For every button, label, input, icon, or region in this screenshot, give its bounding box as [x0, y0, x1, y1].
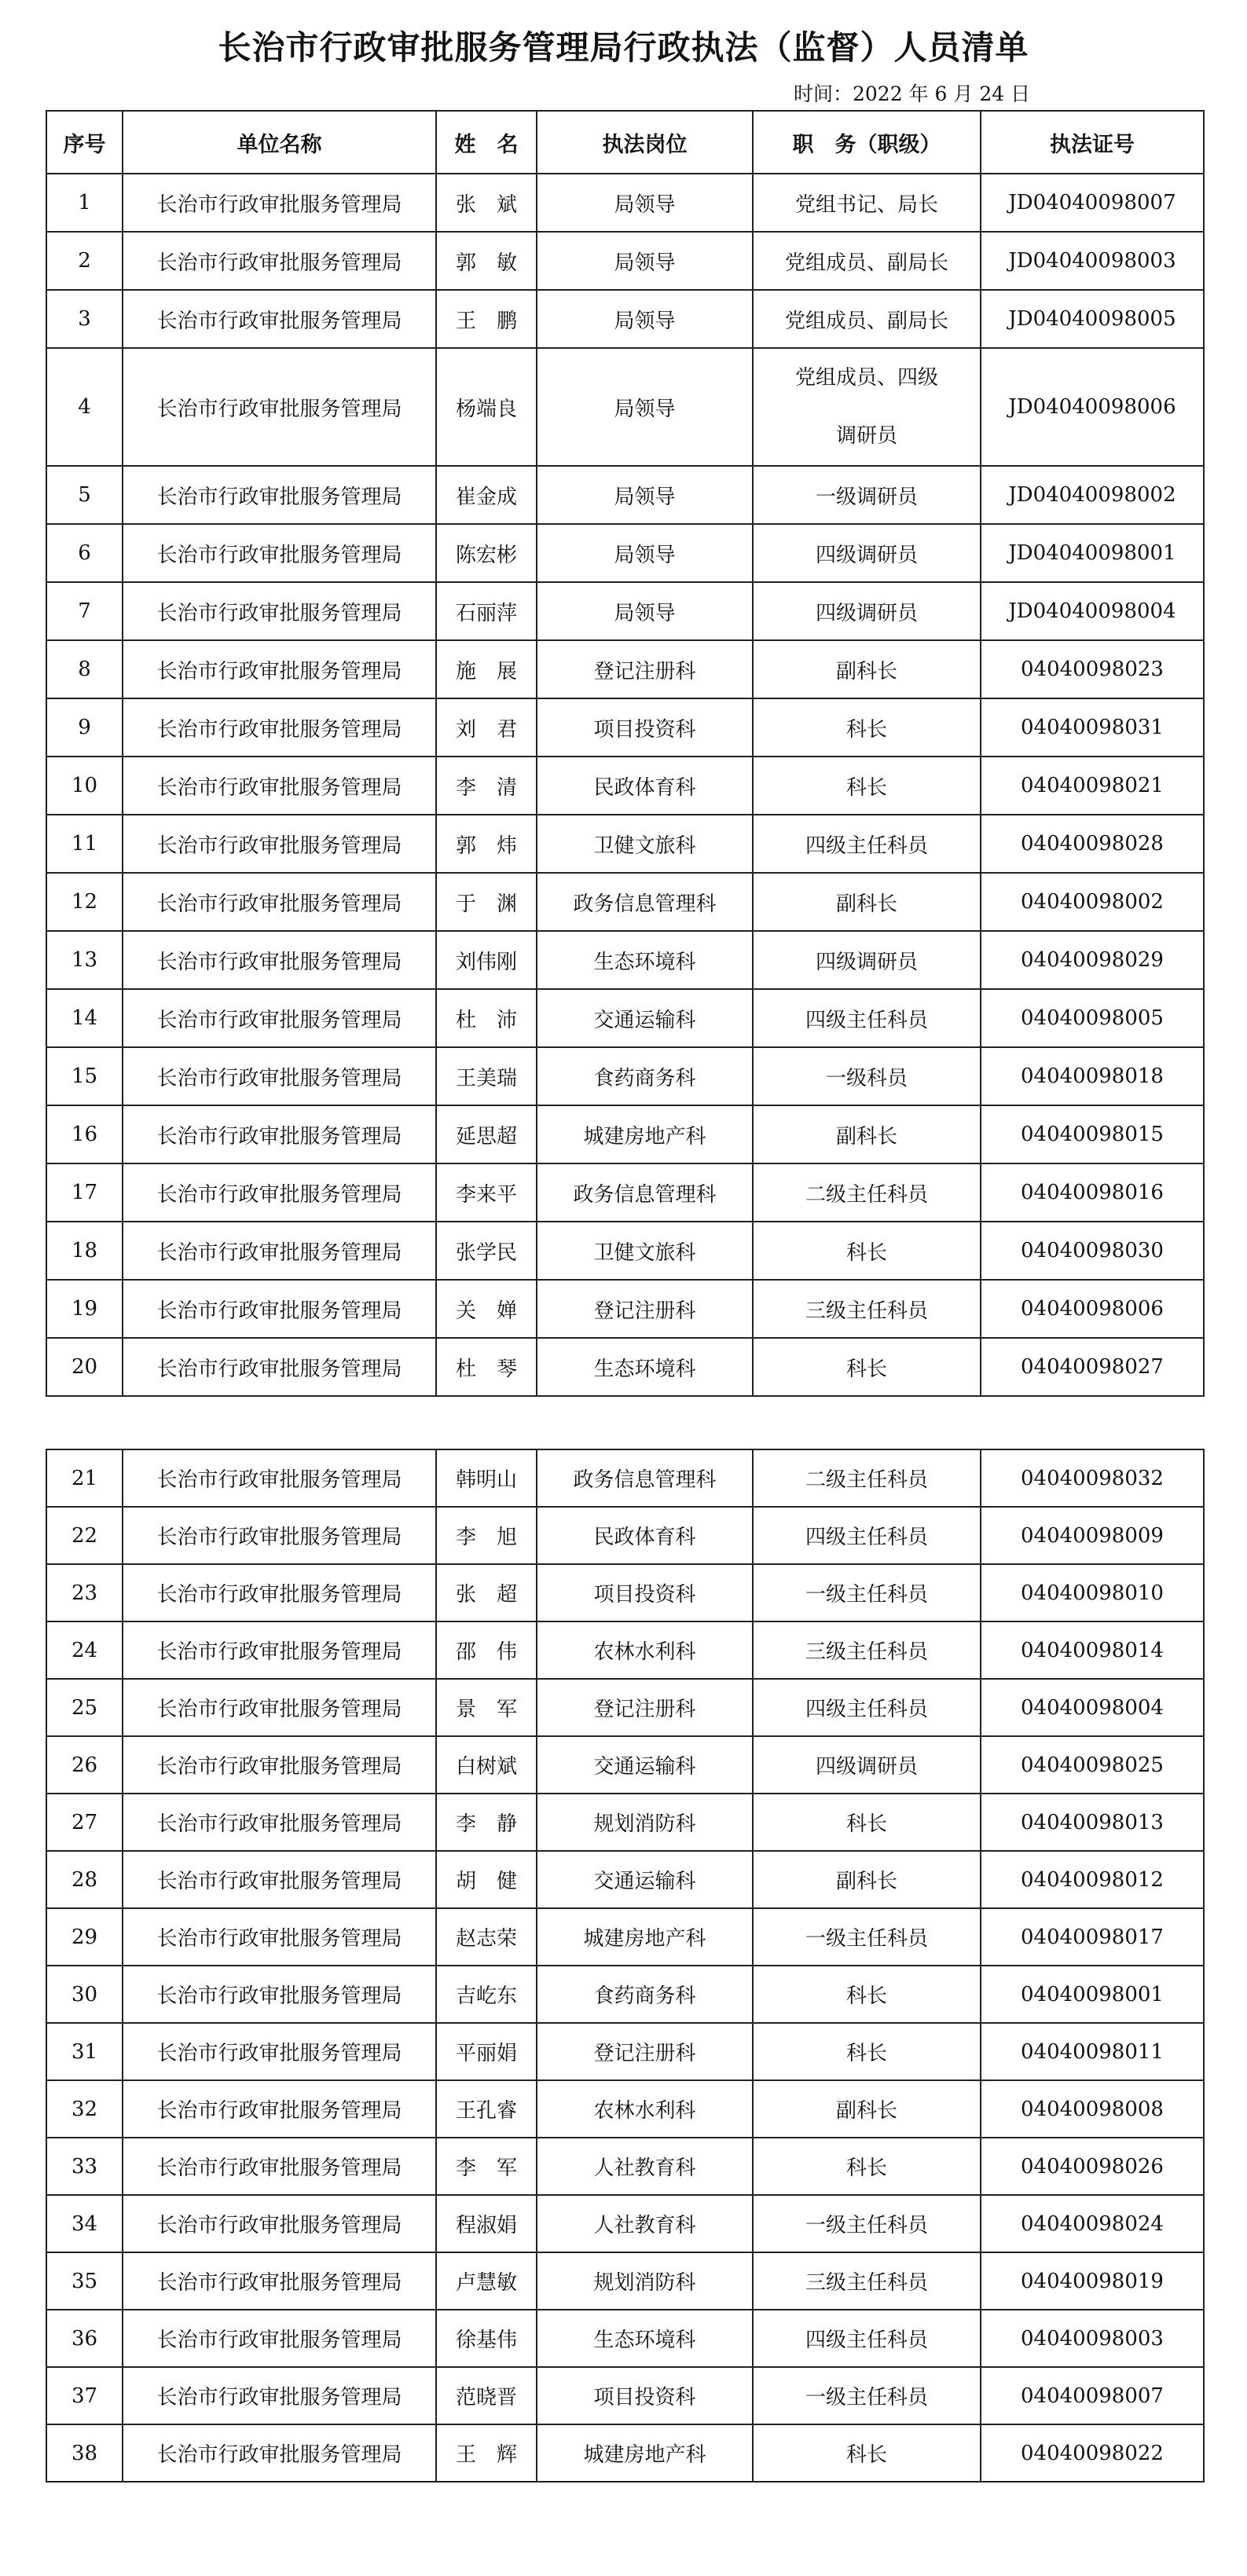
- enforcement-post-cell: 局领导: [537, 290, 753, 348]
- enforcement-post-cell: 局领导: [537, 524, 753, 582]
- enforcement-post-cell: 项目投资科: [537, 2367, 753, 2424]
- unit-name-cell: 长治市行政审批服务管理局: [123, 1338, 436, 1396]
- person-name-cell: 石丽萍: [436, 582, 537, 640]
- enforcement-post-cell: 登记注册科: [537, 640, 753, 698]
- certificate-number-cell: 04040098017: [981, 1908, 1204, 1966]
- person-name-cell: 延思超: [436, 1105, 537, 1163]
- row-number-cell: 37: [46, 2367, 123, 2424]
- enforcement-post-cell: 登记注册科: [537, 1280, 753, 1338]
- person-name-cell: 刘 君: [436, 698, 537, 757]
- enforcement-post-cell: 交通运输科: [537, 1851, 753, 1908]
- rank-title-cell: 科长: [753, 1338, 981, 1396]
- rank-title-cell: 副科长: [753, 2080, 981, 2138]
- rank-title-cell: 科长: [753, 1966, 981, 2023]
- rank-title-cell: 副科长: [753, 1105, 981, 1163]
- rank-title-cell: 二级主任科员: [753, 1163, 981, 1222]
- enforcement-post-cell: 生态环境科: [537, 931, 753, 989]
- certificate-number-cell: JD04040098002: [981, 466, 1204, 524]
- person-name-cell: 崔金成: [436, 466, 537, 524]
- unit-name-cell: 长治市行政审批服务管理局: [123, 1105, 436, 1163]
- unit-name-cell: 长治市行政审批服务管理局: [123, 348, 436, 466]
- enforcement-post-cell: 局领导: [537, 348, 753, 466]
- table-row: [46, 2367, 1204, 2424]
- rank-title-cell: 一级主任科员: [753, 2195, 981, 2252]
- unit-name-cell: 长治市行政审批服务管理局: [123, 989, 436, 1047]
- enforcement-post-cell: 规划消防科: [537, 2252, 753, 2310]
- certificate-number-cell: JD04040098004: [981, 582, 1204, 640]
- enforcement-post-cell: 农林水利科: [537, 1621, 753, 1679]
- unit-name-cell: 长治市行政审批服务管理局: [123, 2195, 436, 2252]
- enforcement-post-cell: 城建房地产科: [537, 1105, 753, 1163]
- row-number-cell: 21: [46, 1449, 123, 1507]
- row-number-cell: 2: [46, 232, 123, 290]
- row-number-cell: 32: [46, 2080, 123, 2138]
- person-name-cell: 于 渊: [436, 873, 537, 931]
- table-row: [46, 1280, 1204, 1338]
- unit-name-cell: 长治市行政审批服务管理局: [123, 1047, 436, 1105]
- enforcement-post-cell: 卫健文旅科: [537, 815, 753, 873]
- person-name-cell: 李 清: [436, 757, 537, 815]
- row-number-cell: 38: [46, 2424, 123, 2482]
- unit-name-cell: 长治市行政审批服务管理局: [123, 524, 436, 582]
- rank-title-cell: 科长: [753, 698, 981, 757]
- unit-name-cell: 长治市行政审批服务管理局: [123, 232, 436, 290]
- row-number-cell: 24: [46, 1621, 123, 1679]
- header-number: 序号: [46, 111, 123, 174]
- enforcement-post-cell: 政务信息管理科: [537, 1449, 753, 1507]
- row-number-cell: 1: [46, 174, 123, 232]
- table-row: [46, 524, 1204, 582]
- row-number-cell: 35: [46, 2252, 123, 2310]
- table-row: [46, 640, 1204, 698]
- table-row: [46, 757, 1204, 815]
- unit-name-cell: 长治市行政审批服务管理局: [123, 2424, 436, 2482]
- row-number-cell: 22: [46, 1507, 123, 1564]
- person-name-cell: 邵 伟: [436, 1621, 537, 1679]
- person-name-cell: 王 辉: [436, 2424, 537, 2482]
- certificate-number-cell: 04040098028: [981, 815, 1204, 873]
- table-row: [46, 931, 1204, 989]
- header-name: 姓 名: [436, 111, 537, 174]
- enforcement-post-cell: 食药商务科: [537, 1047, 753, 1105]
- rank-title-cell: 四级主任科员: [753, 1679, 981, 1736]
- document-date: 时间：2022 年 6 月 24 日: [794, 82, 1031, 105]
- certificate-number-cell: 04040098031: [981, 698, 1204, 757]
- unit-name-cell: 长治市行政审批服务管理局: [123, 873, 436, 931]
- unit-name-cell: 长治市行政审批服务管理局: [123, 698, 436, 757]
- rank-title-cell: 副科长: [753, 1851, 981, 1908]
- table-row: [46, 2080, 1204, 2138]
- enforcement-post-cell: 人社教育科: [537, 2195, 753, 2252]
- row-number-cell: 18: [46, 1222, 123, 1280]
- unit-name-cell: 长治市行政审批服务管理局: [123, 1851, 436, 1908]
- row-number-cell: 30: [46, 1966, 123, 2023]
- row-number-cell: 4: [46, 348, 123, 466]
- certificate-number-cell: JD04040098006: [981, 348, 1204, 466]
- enforcement-post-cell: 民政体育科: [537, 757, 753, 815]
- rank-title-cell: 三级主任科员: [753, 1621, 981, 1679]
- table-row: [46, 1908, 1204, 1966]
- certificate-number-cell: 04040098021: [981, 757, 1204, 815]
- table-row: [46, 2424, 1204, 2482]
- enforcement-post-cell: 城建房地产科: [537, 1908, 753, 1966]
- rank-title-cell: 二级主任科员: [753, 1449, 981, 1507]
- table-row: [46, 2138, 1204, 2195]
- unit-name-cell: 长治市行政审批服务管理局: [123, 174, 436, 232]
- certificate-number-cell: JD04040098005: [981, 290, 1204, 348]
- certificate-number-cell: 04040098007: [981, 2367, 1204, 2424]
- certificate-number-cell: 04040098024: [981, 2195, 1204, 2252]
- person-name-cell: 王孔睿: [436, 2080, 537, 2138]
- rank-title-cell: 科长: [753, 2023, 981, 2080]
- certificate-number-cell: JD04040098001: [981, 524, 1204, 582]
- row-number-cell: 34: [46, 2195, 123, 2252]
- table-row: [46, 1794, 1204, 1851]
- rank-title-cell: 一级调研员: [753, 466, 981, 524]
- person-name-cell: 杜 琴: [436, 1338, 537, 1396]
- unit-name-cell: 长治市行政审批服务管理局: [123, 1966, 436, 2023]
- unit-name-cell: 长治市行政审批服务管理局: [123, 2023, 436, 2080]
- person-name-cell: 李 军: [436, 2138, 537, 2195]
- person-name-cell: 张 超: [436, 1564, 537, 1621]
- certificate-number-cell: 04040098009: [981, 1507, 1204, 1564]
- rank-title-cell: 副科长: [753, 873, 981, 931]
- unit-name-cell: 长治市行政审批服务管理局: [123, 1280, 436, 1338]
- enforcement-post-cell: 人社教育科: [537, 2138, 753, 2195]
- person-name-cell: 王 鹏: [436, 290, 537, 348]
- certificate-number-cell: 04040098019: [981, 2252, 1204, 2310]
- person-name-cell: 施 展: [436, 640, 537, 698]
- row-number-cell: 36: [46, 2310, 123, 2367]
- certificate-number-cell: 04040098008: [981, 2080, 1204, 2138]
- rank-title-cell: 一级主任科员: [753, 1908, 981, 1966]
- certificate-number-cell: 04040098010: [981, 1564, 1204, 1621]
- enforcement-post-cell: 规划消防科: [537, 1794, 753, 1851]
- rank-title-cell: 科长: [753, 2138, 981, 2195]
- row-number-cell: 15: [46, 1047, 123, 1105]
- row-number-cell: 7: [46, 582, 123, 640]
- person-name-cell: 卢慧敏: [436, 2252, 537, 2310]
- table-row: [46, 290, 1204, 348]
- person-name-cell: 李来平: [436, 1163, 537, 1222]
- unit-name-cell: 长治市行政审批服务管理局: [123, 815, 436, 873]
- unit-name-cell: 长治市行政审批服务管理局: [123, 757, 436, 815]
- rank-title-cell: 四级调研员: [753, 931, 981, 989]
- enforcement-post-cell: 项目投资科: [537, 698, 753, 757]
- certificate-number-cell: 04040098005: [981, 989, 1204, 1047]
- rank-title-cell: 科长: [753, 757, 981, 815]
- person-name-cell: 李 旭: [436, 1507, 537, 1564]
- table-row: [46, 1736, 1204, 1794]
- row-number-cell: 14: [46, 989, 123, 1047]
- person-name-cell: 赵志荣: [436, 1908, 537, 1966]
- header-post: 执法岗位: [537, 111, 753, 174]
- table-row: [46, 1851, 1204, 1908]
- table-row: [46, 1047, 1204, 1105]
- row-number-cell: 13: [46, 931, 123, 989]
- person-name-cell: 平丽娟: [436, 2023, 537, 2080]
- person-name-cell: 韩明山: [436, 1449, 537, 1507]
- row-number-cell: 28: [46, 1851, 123, 1908]
- rank-title-cell: 三级主任科员: [753, 1280, 981, 1338]
- enforcement-post-cell: 民政体育科: [537, 1507, 753, 1564]
- certificate-number-cell: 04040098004: [981, 1679, 1204, 1736]
- row-number-cell: 17: [46, 1163, 123, 1222]
- enforcement-post-cell: 农林水利科: [537, 2080, 753, 2138]
- row-number-cell: 5: [46, 466, 123, 524]
- unit-name-cell: 长治市行政审批服务管理局: [123, 2310, 436, 2367]
- enforcement-post-cell: 局领导: [537, 466, 753, 524]
- certificate-number-cell: 04040098030: [981, 1222, 1204, 1280]
- person-name-cell: 杜 沛: [436, 989, 537, 1047]
- row-number-cell: 26: [46, 1736, 123, 1794]
- row-number-cell: 16: [46, 1105, 123, 1163]
- rank-title-cell: 党组书记、局长: [753, 174, 981, 232]
- unit-name-cell: 长治市行政审批服务管理局: [123, 640, 436, 698]
- certificate-number-cell: 04040098002: [981, 873, 1204, 931]
- rank-title-cell: 党组成员、副局长: [753, 232, 981, 290]
- certificate-number-cell: 04040098001: [981, 1966, 1204, 2023]
- unit-name-cell: 长治市行政审批服务管理局: [123, 466, 436, 524]
- enforcement-post-cell: 局领导: [537, 174, 753, 232]
- certificate-number-cell: 04040098006: [981, 1280, 1204, 1338]
- row-number-cell: 10: [46, 757, 123, 815]
- enforcement-post-cell: 生态环境科: [537, 1338, 753, 1396]
- person-name-cell: 郭 炜: [436, 815, 537, 873]
- row-number-cell: 20: [46, 1338, 123, 1396]
- certificate-number-cell: 04040098022: [981, 2424, 1204, 2482]
- unit-name-cell: 长治市行政审批服务管理局: [123, 1564, 436, 1621]
- row-number-cell: 29: [46, 1908, 123, 1966]
- certificate-number-cell: 04040098025: [981, 1736, 1204, 1794]
- unit-name-cell: 长治市行政审批服务管理局: [123, 1908, 436, 1966]
- unit-name-cell: 长治市行政审批服务管理局: [123, 1163, 436, 1222]
- row-number-cell: 31: [46, 2023, 123, 2080]
- table-row: [46, 1222, 1204, 1280]
- person-name-cell: 郭 敏: [436, 232, 537, 290]
- row-number-cell: 23: [46, 1564, 123, 1621]
- table-row: [46, 466, 1204, 524]
- unit-name-cell: 长治市行政审批服务管理局: [123, 1222, 436, 1280]
- table-row: [46, 989, 1204, 1047]
- certificate-number-cell: 04040098014: [981, 1621, 1204, 1679]
- unit-name-cell: 长治市行政审批服务管理局: [123, 1736, 436, 1794]
- table-row: [46, 582, 1204, 640]
- person-name-cell: 刘伟刚: [436, 931, 537, 989]
- enforcement-post-cell: 政务信息管理科: [537, 1163, 753, 1222]
- unit-name-cell: 长治市行政审批服务管理局: [123, 1449, 436, 1507]
- rank-title-cell: 四级调研员: [753, 1736, 981, 1794]
- unit-name-cell: 长治市行政审批服务管理局: [123, 1679, 436, 1736]
- person-name-cell: 徐基伟: [436, 2310, 537, 2367]
- unit-name-cell: 长治市行政审批服务管理局: [123, 290, 436, 348]
- person-name-cell: 程淑娟: [436, 2195, 537, 2252]
- certificate-number-cell: 04040098018: [981, 1047, 1204, 1105]
- unit-name-cell: 长治市行政审批服务管理局: [123, 2252, 436, 2310]
- person-name-cell: 陈宏彬: [436, 524, 537, 582]
- table-row: [46, 1105, 1204, 1163]
- enforcement-post-cell: 登记注册科: [537, 2023, 753, 2080]
- enforcement-post-cell: 政务信息管理科: [537, 873, 753, 931]
- rank-title-cell: 四级主任科员: [753, 815, 981, 873]
- row-number-cell: 33: [46, 2138, 123, 2195]
- enforcement-post-cell: 局领导: [537, 582, 753, 640]
- certificate-number-cell: 04040098023: [981, 640, 1204, 698]
- table-row: [46, 1564, 1204, 1621]
- row-number-cell: 8: [46, 640, 123, 698]
- row-number-cell: 11: [46, 815, 123, 873]
- table-row: [46, 698, 1204, 757]
- certificate-number-cell: 04040098032: [981, 1449, 1204, 1507]
- table-row: [46, 2310, 1204, 2367]
- row-number-cell: 27: [46, 1794, 123, 1851]
- unit-name-cell: 长治市行政审批服务管理局: [123, 2138, 436, 2195]
- rank-line-1: 党组成员、四级: [794, 366, 938, 390]
- table-row: [46, 1507, 1204, 1564]
- row-number-cell: 25: [46, 1679, 123, 1736]
- table-row: [46, 2023, 1204, 2080]
- header-cert: 执法证号: [981, 111, 1204, 174]
- rank-title-cell: 科长: [753, 1794, 981, 1851]
- enforcement-post-cell: 城建房地产科: [537, 2424, 753, 2482]
- row-number-cell: 3: [46, 290, 123, 348]
- enforcement-post-cell: 登记注册科: [537, 1679, 753, 1736]
- table-row: [46, 232, 1204, 290]
- table-row: [46, 348, 1204, 466]
- enforcement-post-cell: 食药商务科: [537, 1966, 753, 2023]
- certificate-number-cell: JD04040098003: [981, 232, 1204, 290]
- row-number-cell: 12: [46, 873, 123, 931]
- rank-title-cell: 科长: [753, 1222, 981, 1280]
- certificate-number-cell: 04040098003: [981, 2310, 1204, 2367]
- person-name-cell: 李 静: [436, 1794, 537, 1851]
- unit-name-cell: 长治市行政审批服务管理局: [123, 1507, 436, 1564]
- certificate-number-cell: 04040098013: [981, 1794, 1204, 1851]
- certificate-number-cell: 04040098027: [981, 1338, 1204, 1396]
- table-header-row: [46, 111, 1204, 174]
- rank-title-cell: 四级主任科员: [753, 989, 981, 1047]
- unit-name-cell: 长治市行政审批服务管理局: [123, 2080, 436, 2138]
- table-row: [46, 2195, 1204, 2252]
- rank-title-cell: 党组成员、副局长: [753, 290, 981, 348]
- rank-title-cell: 四级主任科员: [753, 1507, 981, 1564]
- rank-title-cell: 四级调研员: [753, 582, 981, 640]
- person-name-cell: 杨端良: [436, 348, 537, 466]
- personnel-table-part-2: [46, 1449, 1205, 2483]
- certificate-number-cell: 04040098016: [981, 1163, 1204, 1222]
- page-title: 长治市行政审批服务管理局行政执法（监督）人员清单: [218, 28, 1029, 67]
- table-row: [46, 1679, 1204, 1736]
- table-row: [46, 873, 1204, 931]
- rank-title-cell: 四级主任科员: [753, 2310, 981, 2367]
- certificate-number-cell: 04040098011: [981, 2023, 1204, 2080]
- unit-name-cell: 长治市行政审批服务管理局: [123, 931, 436, 989]
- rank-title-cell: 一级主任科员: [753, 1564, 981, 1621]
- certificate-number-cell: JD04040098007: [981, 174, 1204, 232]
- rank-title-cell: 三级主任科员: [753, 2252, 981, 2310]
- table-row: [46, 1449, 1204, 1507]
- rank-title-cell: 副科长: [753, 640, 981, 698]
- header-unit: 单位名称: [123, 111, 436, 174]
- table-row: [46, 1163, 1204, 1222]
- person-name-cell: 张 斌: [436, 174, 537, 232]
- personnel-table-part-1: [46, 110, 1205, 1397]
- person-name-cell: 景 军: [436, 1679, 537, 1736]
- table-row: [46, 815, 1204, 873]
- rank-title-cell: 四级调研员: [753, 524, 981, 582]
- rank-title-cell: 科长: [753, 2424, 981, 2482]
- enforcement-post-cell: 交通运输科: [537, 989, 753, 1047]
- unit-name-cell: 长治市行政审批服务管理局: [123, 1794, 436, 1851]
- person-name-cell: 吉屹东: [436, 1966, 537, 2023]
- table-row: [46, 1338, 1204, 1396]
- person-name-cell: 王美瑞: [436, 1047, 537, 1105]
- header-rank: 职 务（职级）: [753, 111, 981, 174]
- table-row: [46, 1966, 1204, 2023]
- certificate-number-cell: 04040098015: [981, 1105, 1204, 1163]
- row-number-cell: 9: [46, 698, 123, 757]
- enforcement-post-cell: 卫健文旅科: [537, 1222, 753, 1280]
- table-row: [46, 2252, 1204, 2310]
- person-name-cell: 白树斌: [436, 1736, 537, 1794]
- person-name-cell: 胡 健: [436, 1851, 537, 1908]
- certificate-number-cell: 04040098029: [981, 931, 1204, 989]
- enforcement-post-cell: 局领导: [537, 232, 753, 290]
- rank-title-cell: 一级科员: [753, 1047, 981, 1105]
- person-name-cell: 张学民: [436, 1222, 537, 1280]
- unit-name-cell: 长治市行政审批服务管理局: [123, 1621, 436, 1679]
- unit-name-cell: 长治市行政审批服务管理局: [123, 582, 436, 640]
- rank-title-cell: 一级主任科员: [753, 2367, 981, 2424]
- rank-line-2: 调研员: [835, 424, 897, 448]
- table-row: [46, 174, 1204, 232]
- person-name-cell: 关 婵: [436, 1280, 537, 1338]
- table-row: [46, 1621, 1204, 1679]
- row-number-cell: 6: [46, 524, 123, 582]
- rank-title-cell: [753, 348, 981, 466]
- row-number-cell: 19: [46, 1280, 123, 1338]
- enforcement-post-cell: 交通运输科: [537, 1736, 753, 1794]
- enforcement-post-cell: 项目投资科: [537, 1564, 753, 1621]
- unit-name-cell: 长治市行政审批服务管理局: [123, 2367, 436, 2424]
- certificate-number-cell: 04040098026: [981, 2138, 1204, 2195]
- person-name-cell: 范晓晋: [436, 2367, 537, 2424]
- enforcement-post-cell: 生态环境科: [537, 2310, 753, 2367]
- certificate-number-cell: 04040098012: [981, 1851, 1204, 1908]
